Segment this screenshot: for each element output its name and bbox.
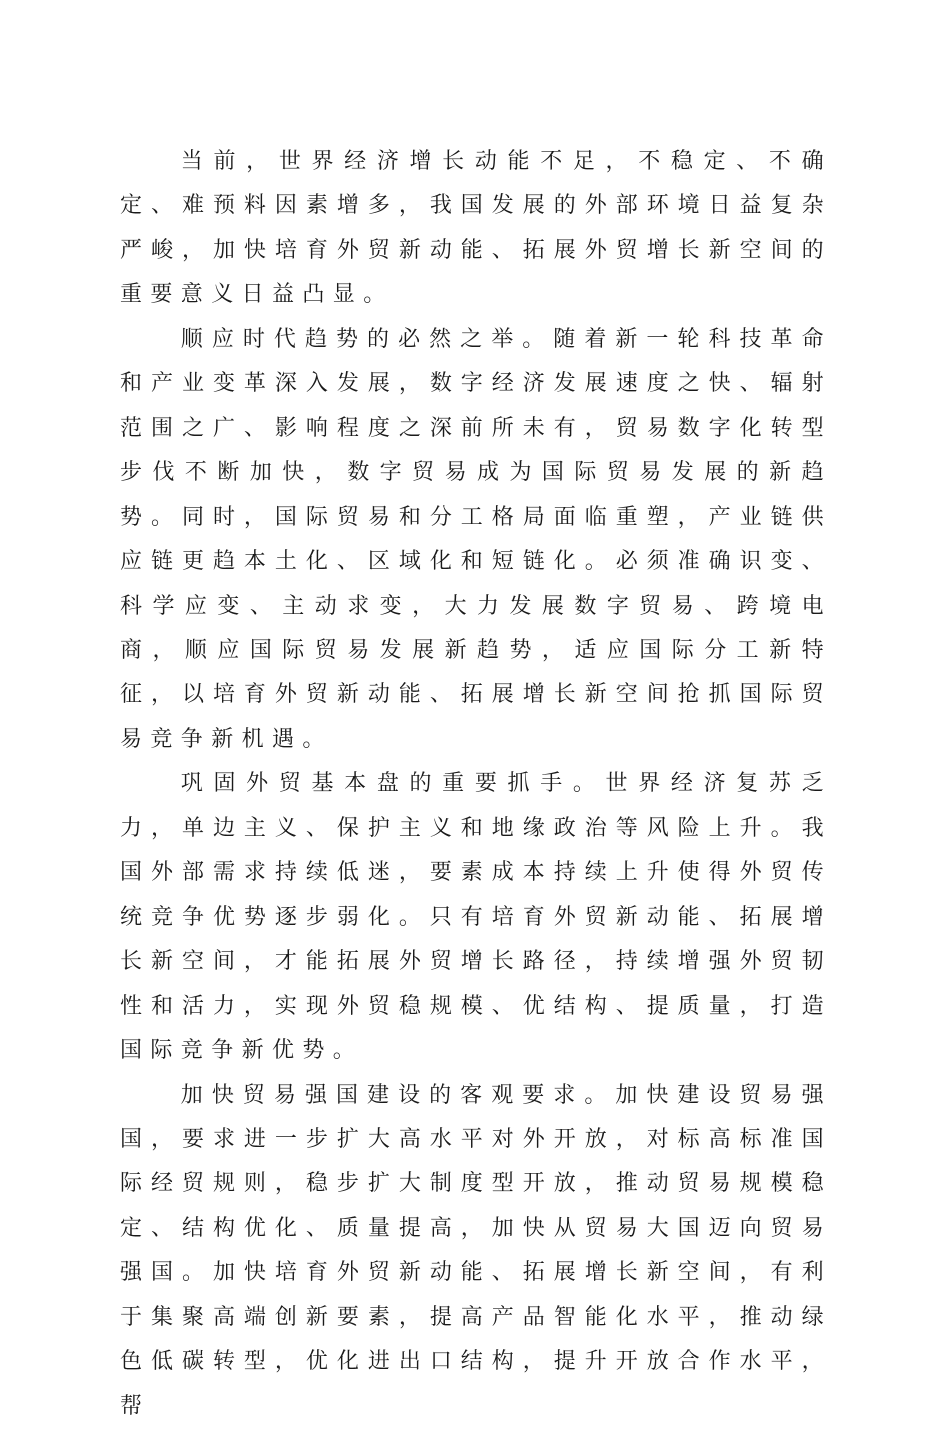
- paragraph-trend: 顺应时代趋势的必然之举。随着新一轮科技革命和产业变革深入发展，数字经济发展速度之快、辐射范围之广、影响程度之深前所未有，贸易数字化转型步伐不断加快，数字贸易成为国际贸易发展的新趋势。同时，国际贸易和分工格局面临重塑，产业链供应链更趋本土化、区域化和短链化。必须准确识变、科学应变、主动求变，大力发展数字贸易、跨境电商，顺应国际贸易发展新趋势，适应国际分工新特征，以培育外贸新动能、拓展增长新空间抢抓国际贸易竞争新机遇。: [120, 326, 832, 752]
- paragraph-trade-power: 加快贸易强国建设的客观要求。加快建设贸易强国，要求进一步扩大高水平对外开放，对标高标准国际经贸规则，稳步扩大制度型开放，推动贸易规模稳定、结构优化、质量提高，加快从贸易大国迈向贸易强国。加快培育外贸新动能、拓展增长新空间，有利于集聚高端创新要素，提高产品智能化水平，推动绿色低碳转型，优化进出口结构，提升开放合作水平，帮: [120, 1082, 832, 1419]
- paragraph-foundation: 巩固外贸基本盘的重要抓手。世界经济复苏乏力，单边主义、保护主义和地缘政治等风险上升。我国外部需求持续低迷，要素成本持续上升使得外贸传统竞争优势逐步弱化。只有培育外贸新动能、拓展增长新空间，才能拓展外贸增长路径，持续增强外贸韧性和活力，实现外贸稳规模、优结构、提质量，打造国际竞争新优势。: [120, 771, 832, 1064]
- paragraph-intro: 当前，世界经济增长动能不足，不稳定、不确定、难预料因素增多，我国发展的外部环境日益复杂严峻，加快培育外贸新动能、拓展外贸增长新空间的重要意义日益凸显。: [120, 149, 832, 308]
- document-page: [120, 140, 832, 1429]
